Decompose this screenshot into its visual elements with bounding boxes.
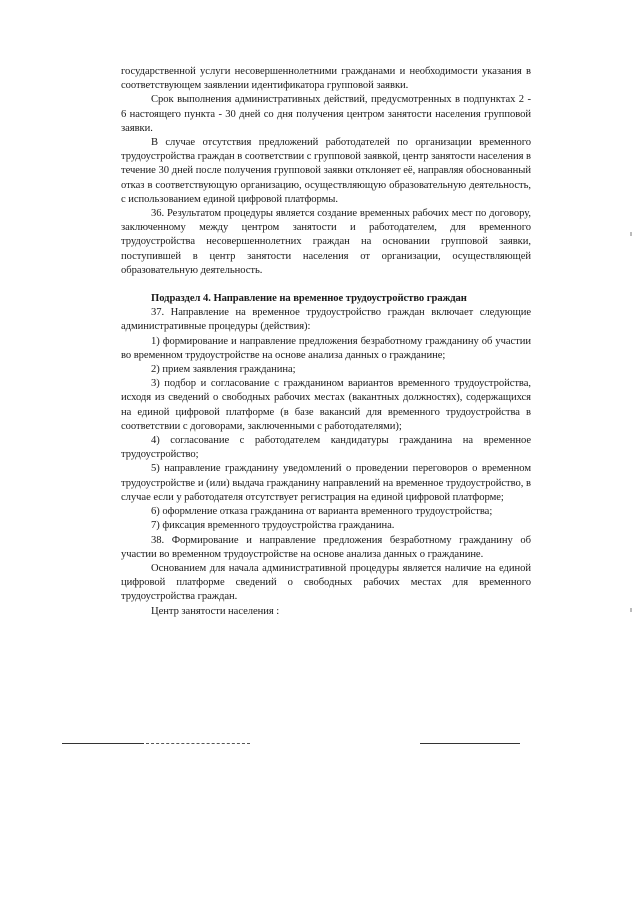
paragraph-37: 37. Направление на временное трудоустройство граждан включает следующие административные процедуры (действия): [121,307,531,333]
paragraph-continuation: государственной услуги несовершеннолетними гражданами и необходимости указания в соответствующем заявлении идентификатора групповой заявки. [121,66,531,92]
document-body [121,65,531,619]
footer-line-right [420,743,520,744]
list-item-5: 5) направление гражданину уведомлений о проведении переговоров о временном трудоустройстве и (или) выдача гражданину направлений на временное трудоустройство, в случае если у работодателя отсутствует регистрация на единой цифровой платформе; [121,463,531,503]
footer-line-left-dashed [146,743,250,744]
footer-line-left [62,743,144,744]
paragraph-basis: Основанием для начала административной процедуры является наличие на единой цифровой платформе сведений о свободных рабочих местах для временного трудоустройства граждан. [121,562,531,603]
list-item-6: 6) оформление отказа гражданина от варианта временного трудоустройства; [151,506,493,518]
scan-edge-mark [630,608,632,612]
list-item-2: 2) прием заявления гражданина; [151,364,296,376]
paragraph-36: 36. Результатом процедуры является создание временных рабочих мест по договору, заключенному между центром занятости и работодателем, для временного трудоустройства несовершеннолетних граждан на основании групповой заявки, поступившей в центр занятости населения от организации, осуществляющей образовательную деятельность. [121,208,531,276]
paragraph-center: Центр занятости населения : [151,605,280,617]
paragraph-38: 38. Формирование и направление предложения безработному гражданину об участии во временном трудоустройстве на основе анализа данных о гражданине. [121,534,531,560]
paragraph-rejection: В случае отсутствия предложений работодателей по организации временного трудоустройства граждан в соответствии с групповой заявкой, центр занятости населения в течение 30 дней после получения групповой заявки отклоняет её, направляя обоснованный отказ в соответствующую организацию, осуществляющую образовательную деятельность, с использованием единой цифровой платформы. [121,137,531,205]
list-item-3: 3) подбор и согласование с гражданином вариантов временного трудоустройства, исходя из сведений о свободных рабочих местах (вакантных должностях), содержащихся на единой цифровой платформе (в базе вакансий для временного трудоустройства в соответствии с договорами, заключенными с работодателями); [121,378,531,432]
section-heading: Подраздел 4. Направление на временное трудоустройство граждан [151,293,467,305]
list-item-1: 1) формирование и направление предложения безработному гражданину об участии во временном трудоустройстве на основе анализа данных о гражданине; [121,335,531,361]
list-item-7: 7) фиксация временного трудоустройства гражданина. [151,520,395,532]
list-item-4: 4) согласование с работодателем кандидатуры гражданина на временное трудоустройство; [121,435,531,461]
paragraph-deadline: Срок выполнения административных действий, предусмотренных в подпунктах 2 - 6 настоящего пункта - 30 дней со дня получения центром занятости населения групповой заявки. [121,94,531,134]
scan-edge-mark [630,232,632,236]
